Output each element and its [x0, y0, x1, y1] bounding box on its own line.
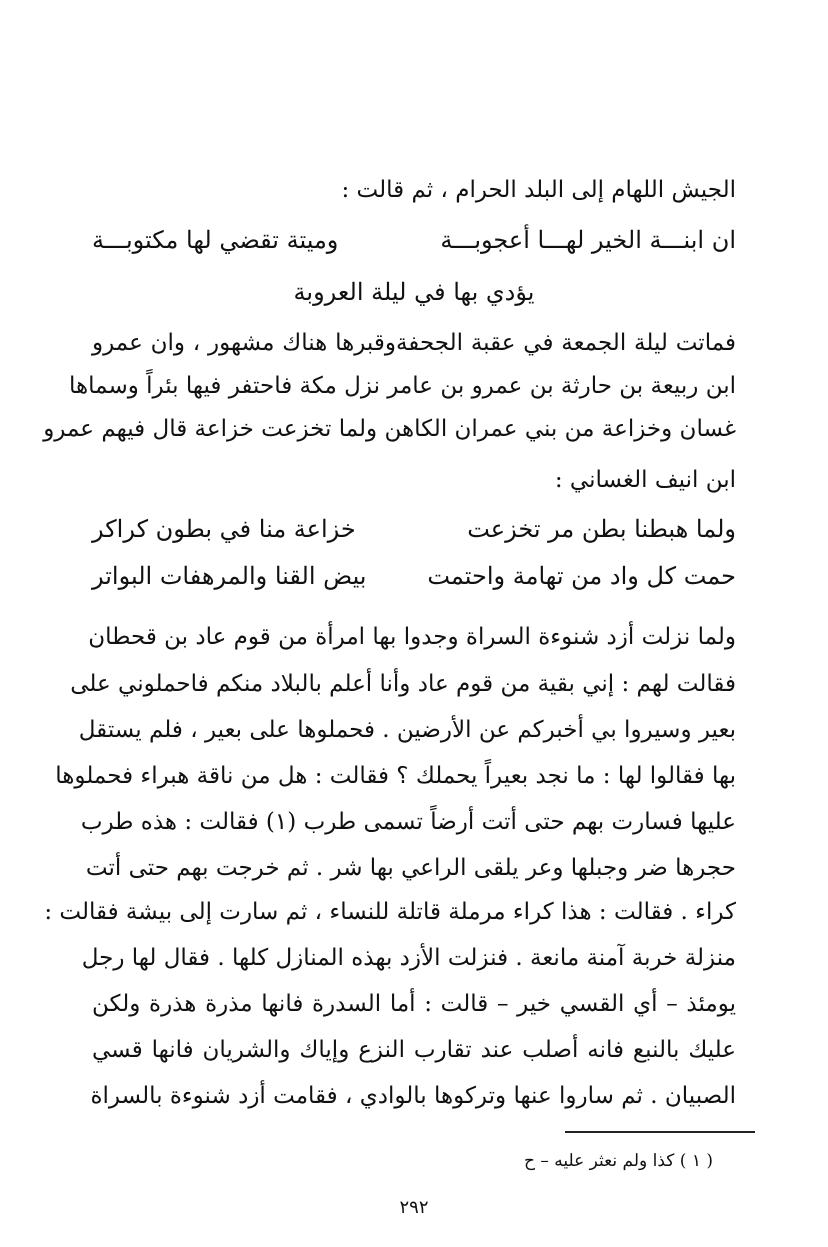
verse-single-line: يؤدي بها في ليلة العروبة	[293, 278, 535, 306]
text-line: منزلة خربة آمنة مانعة . فنزلت الأزد بهذه المنازل كلها . فقال لها رجل	[81, 945, 736, 971]
text-line: ابن ربيعة بن حارثة بن عمرو بن عامر نزل مكة فاحتفر فيها بئراً وسماها	[69, 373, 736, 399]
text-line: حجرها ضر وجبلها وعر يلقى الراعي بها شر . ثم خرجت بهم حتى أتت	[85, 855, 736, 881]
text-line: بعير وسيروا بي أخبركم عن الأرضين . فحملوها على بعير ، فلم يستقل	[78, 717, 736, 743]
verse-hemistich: بيض القنا والمرهفات البواتر	[92, 562, 367, 590]
text-line: الصبيان . ثم ساروا عنها وتركوها بالوادي ، فقامت أزد شنوءة بالسراة	[90, 1083, 736, 1109]
verse-hemistich: خزاعة منا في بطون كراكر	[92, 515, 356, 543]
text-line: يومئذ – أي القسي خير – قالت : أما السدرة فانها مذرة هذرة ولكن	[92, 991, 736, 1017]
text-line: الجيش اللهام إلى البلد الحرام ، ثم قالت :	[341, 177, 736, 203]
verse-hemistich: ولما هبطنا بطن مر تخزعت	[467, 515, 736, 543]
page-number: ٢٩٢	[399, 1197, 429, 1218]
text-line: غسان وخزاعة من بني عمران الكاهن ولما تخزعت خزاعة قال فيهم عمرو	[43, 416, 736, 442]
verse-hemistich: حمت كل واد من تهامة واحتمت	[427, 562, 736, 590]
verse-line	[92, 509, 736, 549]
text-line: كراء . فقالت : هذا كراء مرملة قاتلة للنساء ، ثم سارت إلى بيشة فقالت :	[44, 899, 736, 925]
verse-line	[92, 220, 736, 260]
text-line: بها فقالوا لها : ما نجد بعيراً يحملك ؟ فقالت : هل من ناقة هبراء فحملوها	[55, 763, 736, 789]
text-line: ابن انيف الغساني :	[554, 467, 736, 493]
text-line: فماتت ليلة الجمعة في عقبة الجحفةوقبرها هناك مشهور ، وان عمرو	[92, 330, 736, 356]
text-line: عليها فسارت بهم حتى أتت أرضاً تسمى طرب (١) فقالت : هذه طرب	[80, 809, 736, 835]
footnote-divider	[565, 1131, 755, 1133]
text-line: فقالت لهم : إني بقية من قوم عاد وأنا أعلم بالبلاد منكم فاحملوني على	[70, 671, 736, 697]
verse-hemistich: ان ابنـــة الخير لهـــا أعجوبـــة	[440, 226, 736, 254]
text-line: ولما نزلت أزد شنوءة السراة وجدوا بها امرأة من قوم عاد بن قحطان	[88, 624, 736, 650]
text-line: عليك بالنبع فانه أصلب عند تقارب النزع وإياك والشريان فانها قسي	[92, 1037, 736, 1063]
verse-hemistich: وميتة تقضي لها مكتوبـــة	[92, 226, 339, 254]
footnote: ( ١ ) كذا ولم نعثر عليه – ح	[523, 1151, 713, 1171]
verse-line	[92, 556, 736, 596]
